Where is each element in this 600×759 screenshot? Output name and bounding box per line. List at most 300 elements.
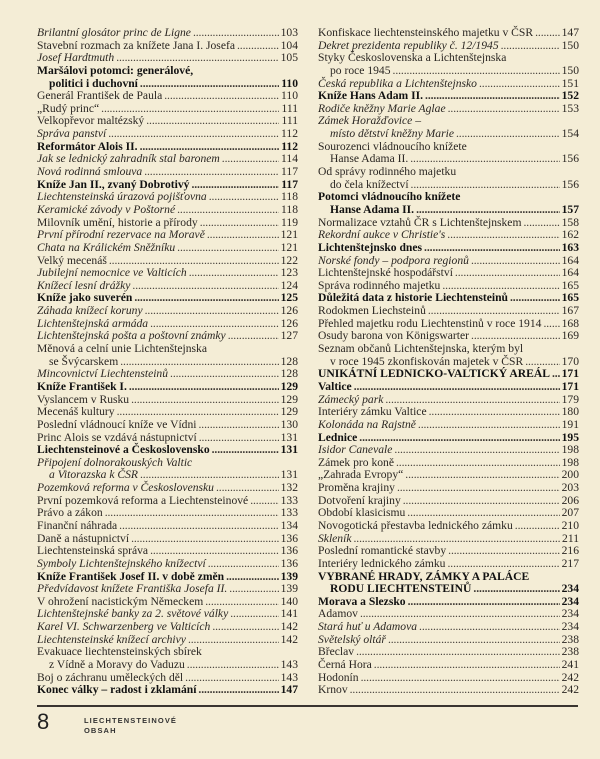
toc-entry [37, 520, 298, 533]
toc-entry [37, 204, 298, 217]
dot-leader [146, 115, 279, 128]
entry-title: Právo a zákon [37, 506, 103, 520]
entry-title: Rodiče kněžny Marie Aglae [318, 101, 446, 115]
dot-leader [479, 78, 560, 91]
entry-title: Maršálovi potomci: generálové, [37, 63, 194, 77]
toc-entry [37, 90, 298, 103]
entry-page-number: 206 [561, 493, 579, 507]
entry-title: Osudy barona von Königswarter [318, 329, 470, 343]
dot-leader [187, 659, 279, 672]
entry-title: Karel VI. Schwarzenberg ve Valticích [37, 620, 211, 634]
entry-page-number: 151 [561, 76, 579, 90]
toc-entry [37, 419, 298, 432]
entry-title-continued: se Švýcarskem [49, 354, 119, 368]
entry-page-number: 121 [280, 228, 298, 242]
toc-entry [318, 482, 579, 495]
page-number: 8 [37, 709, 50, 734]
entry-page-number: 112 [281, 127, 298, 141]
dot-leader [408, 596, 560, 609]
toc-entry [37, 545, 298, 558]
entry-title: Břeclav [318, 645, 355, 659]
dot-leader [455, 267, 560, 280]
dot-leader [177, 242, 278, 255]
entry-page-number: 165 [561, 291, 579, 305]
dot-leader [473, 583, 559, 596]
entry-page-number: 126 [280, 316, 298, 330]
entry-title-continued: Hanse Adama II. [330, 202, 415, 216]
entry-title: Symboly Lichtenštejnského knížectví [37, 556, 206, 570]
entry-page-number: 104 [280, 38, 298, 52]
entry-page-number: 165 [561, 278, 579, 292]
entry-title: Černá Hora [318, 658, 372, 672]
dot-leader [119, 520, 278, 533]
entry-page-number: 128 [280, 354, 298, 368]
entry-title-continued: politici i duchovní [49, 76, 138, 90]
dot-leader [374, 659, 560, 672]
entry-title: Lichtenštejnsko dnes [318, 240, 423, 254]
toc-entry [318, 267, 579, 280]
dot-leader [117, 406, 279, 419]
dot-leader [419, 621, 560, 634]
entry-title: Finanční náhrada [37, 518, 118, 532]
dot-leader [396, 457, 560, 470]
toc-entry [318, 305, 579, 318]
dot-leader [471, 255, 560, 268]
entry-page-number: 171 [561, 367, 579, 381]
entry-page-number: 234 [561, 607, 579, 621]
toc-entry [318, 229, 579, 242]
toc-entry [37, 242, 298, 255]
entry-page-number: 157 [561, 202, 579, 216]
entry-title: Interiéry zámku Valtice [318, 405, 427, 419]
entry-page-number: 122 [280, 253, 298, 267]
dot-leader [216, 482, 279, 495]
dot-leader [448, 103, 560, 116]
entry-page-number: 180 [561, 405, 579, 419]
entry-page-number: 140 [280, 594, 298, 608]
dot-leader [515, 520, 560, 533]
entry-title: Daně a nástupnictví [37, 531, 130, 545]
entry-title: Velkopřevor maltézský [37, 114, 145, 128]
entry-title: Lichtenštejnská pošta a poštovní známky [37, 329, 226, 343]
toc-entry [318, 444, 579, 457]
entry-page-number: 152 [561, 89, 579, 103]
toc-entry [37, 65, 298, 78]
dot-leader [170, 368, 279, 381]
entry-page-number: 126 [280, 304, 298, 318]
entry-page-number: 139 [280, 582, 298, 596]
dot-leader [237, 40, 279, 53]
entry-title: Jak se lednický zahradník stal baronem [37, 152, 220, 166]
entry-page-number: 105 [280, 51, 298, 65]
entry-title: Zámek Horažďovice – [318, 114, 422, 128]
entry-page-number: 143 [280, 670, 298, 684]
dot-leader [403, 495, 560, 508]
entry-page-number: 136 [280, 531, 298, 545]
entry-title: Josef Hardtmuth [37, 51, 115, 65]
entry-page-number: 119 [281, 215, 298, 229]
toc-entry [318, 368, 579, 381]
entry-title: Knížecí lesní drážky [37, 278, 131, 292]
toc-entry [318, 634, 579, 647]
entry-page-number: 198 [561, 455, 579, 469]
entry-title: Rodokmen Liechsteinů [318, 304, 426, 318]
entry-title: „Zahrada Evropy“ [318, 468, 404, 482]
entry-title: Seznam občanů Lichtenštejnska, kterým byl [318, 342, 524, 356]
footer-divider [37, 705, 578, 707]
dot-leader [361, 672, 560, 685]
entry-title: Od správy rodinného majetku [318, 165, 457, 179]
entry-title: Stavební rozmach za knížete Jana I. Josefa [37, 38, 235, 52]
entry-page-number: 142 [280, 632, 298, 646]
dot-leader [394, 444, 559, 457]
entry-page-number: 132 [280, 481, 298, 495]
entry-page-number: 211 [562, 531, 579, 545]
entry-page-number: 134 [280, 518, 298, 532]
entry-page-number: 147 [280, 683, 298, 697]
dot-leader [200, 217, 279, 230]
dot-leader [405, 469, 559, 482]
book-title: LIECHTENSTEINOVÉ [84, 716, 178, 725]
dot-leader [144, 166, 279, 179]
entry-page-number: 142 [280, 620, 298, 634]
dot-leader [552, 368, 560, 381]
entry-page-number: 128 [280, 367, 298, 381]
entry-page-number: 118 [281, 190, 298, 204]
entry-title: Normalizace vztahů ČR s Lichtenštejnskem [318, 215, 522, 229]
toc-entry [37, 27, 298, 40]
entry-page-number: 103 [280, 26, 298, 39]
toc-entry [318, 659, 579, 672]
toc-entry [318, 242, 579, 255]
dot-leader [198, 684, 278, 697]
entry-page-number: 131 [280, 430, 298, 444]
entry-page-number: 136 [280, 544, 298, 558]
entry-page-number: 131 [280, 468, 298, 482]
dot-leader [193, 27, 279, 40]
entry-title: Generál František de Paula [37, 89, 163, 103]
dot-leader [456, 128, 560, 141]
entry-title: Evakuace liechtensteinských sbírek [37, 645, 202, 659]
entry-page-number: 170 [561, 354, 579, 368]
entry-page-number: 129 [280, 392, 298, 406]
entry-title: Liechtensteinové a Československo [37, 443, 210, 457]
dot-leader [228, 330, 279, 343]
toc-entry [37, 621, 298, 634]
entry-title: Velký mecenáš [37, 253, 107, 267]
entry-title: Princ Alois se vzdává nástupnictví [37, 430, 197, 444]
toc-column-left [37, 27, 298, 697]
entry-title-continued: do čela knížectví [330, 177, 409, 191]
entry-page-number: 143 [280, 658, 298, 672]
entry-page-number: 234 [561, 594, 579, 608]
entry-page-number: 150 [561, 63, 579, 77]
dot-leader [209, 191, 279, 204]
entry-page-number: 238 [561, 632, 579, 646]
entry-page-number: 234 [561, 620, 579, 634]
entry-page-number: 153 [561, 101, 579, 115]
dot-leader [222, 153, 279, 166]
dot-leader [397, 482, 560, 495]
dot-leader [131, 394, 279, 407]
entry-title: Konec války – radost i zklamání [37, 683, 197, 697]
entry-title: Lichtenštejnské banky za 2. světové války [37, 607, 229, 621]
toc-entry [37, 229, 298, 242]
entry-title: Správa panství [37, 127, 107, 141]
entry-page-number: 195 [561, 430, 579, 444]
toc-entry [37, 166, 298, 179]
entry-title: Isidor Canevale [318, 443, 393, 457]
running-footer [84, 716, 177, 736]
toc-entry-continuation [318, 128, 579, 141]
entry-title: Kníže František Josef II. v době změn [37, 569, 225, 583]
dot-leader [447, 558, 559, 571]
toc-entry [37, 406, 298, 419]
toc-entry-continuation [37, 659, 298, 672]
entry-page-number: 242 [561, 683, 579, 697]
entry-page-number: 217 [561, 556, 579, 570]
dot-leader [250, 495, 278, 508]
entry-page-number: 234 [561, 582, 579, 596]
toc-entry-continuation [318, 583, 579, 596]
entry-page-number: 207 [561, 506, 579, 520]
entry-title: Správa rodinného majetku [318, 278, 441, 292]
dot-leader [523, 217, 559, 230]
dot-leader [388, 634, 560, 647]
entry-title: Adamov [318, 607, 358, 621]
entry-title-continued: z Vídně a Moravy do Vaduzu [49, 658, 185, 672]
entry-title: Dekret prezidenta republiky č. 12/1945 [318, 38, 499, 52]
entry-page-number: 139 [280, 569, 298, 583]
entry-page-number: 127 [280, 329, 298, 343]
entry-title: Lichtenštejnská armáda [37, 316, 149, 330]
entry-title: Mincovnictví Liechtensteinů [37, 367, 169, 381]
dot-leader [543, 318, 559, 331]
dot-leader [447, 229, 559, 242]
entry-title: V ohrožení nacistickým Německem [37, 594, 204, 608]
dot-leader [208, 558, 279, 571]
dot-leader [212, 444, 279, 457]
toc-column-right [318, 27, 579, 697]
entry-title: Milovník umění, historie a přírody [37, 215, 198, 229]
entry-title: Krnov [318, 683, 348, 697]
entry-title: Česká republika a Lichtenštejnsko [318, 76, 477, 90]
dot-leader [229, 583, 278, 596]
entry-title: Proměna krajiny [318, 481, 395, 495]
entry-title: Přehled majetku rodu Liechtenstinů v roce 1914 [318, 316, 542, 330]
entry-title: Boj o záchranu uměleckých děl [37, 670, 184, 684]
dot-leader [350, 684, 560, 697]
entry-title-continued: a Vitorazska k ČSR [49, 468, 138, 482]
toc-entry [37, 381, 298, 394]
dot-leader [418, 419, 560, 432]
entry-page-number: 164 [561, 266, 579, 280]
entry-title: Připojení dolnorakouských Valtic [37, 455, 193, 469]
entry-page-number: 200 [561, 468, 579, 482]
dot-leader [354, 381, 560, 394]
toc-entry [318, 166, 579, 179]
entry-title: Skleník [318, 531, 352, 545]
entry-title: Nová rodinná smlouva [37, 165, 143, 179]
entry-title: Liechtensteinská úrazová pojišťovna [37, 190, 207, 204]
dot-leader [164, 90, 279, 103]
toc-entry [318, 621, 579, 634]
dot-leader [416, 204, 560, 217]
toc-entry [37, 684, 298, 697]
toc-entry [37, 128, 298, 141]
entry-title-continued: po roce 1945 [330, 63, 391, 77]
entry-page-number: 121 [280, 240, 298, 254]
entry-page-number: 130 [280, 417, 298, 431]
entry-title-continued: Hanse Adama II. [330, 152, 409, 166]
entry-title: Mecenáš kultury [37, 405, 115, 419]
entry-title: VYBRANÉ HRADY, ZÁMKY A PALÁCE [318, 569, 530, 583]
dot-leader [393, 65, 560, 78]
dot-leader [212, 621, 278, 634]
entry-page-number: 111 [281, 114, 298, 128]
toc-entry [37, 444, 298, 457]
entry-page-number: 164 [561, 253, 579, 267]
entry-title: Rekordní aukce v Christie's [318, 228, 446, 242]
toc-entry [318, 343, 579, 356]
entry-page-number: 110 [281, 76, 298, 90]
entry-title: Chata na Králickém Sněžníku [37, 240, 176, 254]
entry-title: Konfiskace liechtensteinského majetku v ČSR [318, 26, 534, 39]
entry-title: Zámecký park [318, 392, 384, 406]
entry-title: UNIKÁTNÍ LEDNICKO-VALTICKÝ AREÁL [318, 367, 550, 381]
entry-page-number: 242 [561, 670, 579, 684]
dot-leader [428, 305, 560, 318]
entry-title: Světelský oltář [318, 632, 386, 646]
entry-title: „Rudý princ“ [37, 101, 100, 115]
entry-title: Sourozenci vládnoucího knížete [318, 139, 467, 153]
entry-title: Norské fondy – podpora regionů [318, 253, 469, 267]
entry-title: Důležitá data z historie Liechtensteinů [318, 291, 508, 305]
entry-title: Morava a Slezsko [318, 594, 406, 608]
dot-leader [132, 280, 278, 293]
entry-page-number: 171 [561, 379, 579, 393]
entry-page-number: 168 [561, 316, 579, 330]
entry-title: Liechtensteinská správa [37, 544, 149, 558]
entry-title-continued: RODU LIECHTENSTEINŮ [330, 582, 472, 596]
entry-title: Vyslancem v Rusku [37, 392, 130, 406]
dot-leader [129, 381, 279, 394]
entry-page-number: 150 [561, 38, 579, 52]
toc-entry [318, 672, 579, 685]
entry-title: Dotvoření krajiny [318, 493, 401, 507]
dot-leader [105, 507, 279, 520]
entry-page-number: 112 [281, 139, 298, 153]
entry-page-number: 203 [561, 481, 579, 495]
toc-entry [318, 684, 579, 697]
toc-entry-continuation [318, 204, 579, 217]
toc-entry [37, 267, 298, 280]
entry-title: Jubilejní nemocnice ve Valticích [37, 266, 187, 280]
entry-page-number: 216 [561, 544, 579, 558]
dot-leader [535, 27, 560, 40]
dot-leader [448, 545, 559, 558]
entry-page-number: 129 [280, 379, 298, 393]
entry-page-number: 141 [280, 607, 298, 621]
toc-entry [37, 482, 298, 495]
entry-page-number: 129 [280, 405, 298, 419]
dot-leader [356, 646, 560, 659]
entry-page-number: 169 [561, 329, 579, 343]
entry-page-number: 167 [561, 304, 579, 318]
entry-page-number: 147 [561, 26, 579, 39]
entry-page-number: 124 [280, 278, 298, 292]
dot-leader [189, 267, 279, 280]
toc-entry [318, 419, 579, 432]
dot-leader [145, 305, 279, 318]
entry-title: Kníže František I. [37, 379, 127, 393]
dot-leader [134, 292, 278, 305]
dot-leader [108, 128, 279, 141]
entry-title: První pozemková reforma a Liechtensteinové [37, 493, 249, 507]
entry-title-continued: místo dětství kněžny Marie [330, 127, 454, 141]
entry-page-number: 162 [561, 228, 579, 242]
toc-entry [318, 27, 579, 40]
dot-leader [425, 90, 560, 103]
toc-entry [318, 545, 579, 558]
entry-title: Brilantní glosátor princ de Ligne [37, 26, 191, 39]
toc-entry [318, 381, 579, 394]
toc-entry [37, 305, 298, 318]
dot-leader [424, 242, 560, 255]
entry-title: Kníže Hans Adam II. [318, 89, 424, 103]
entry-title: Reformátor Alois II. [37, 139, 138, 153]
entry-title: Novogotická přestavba lednického zámku [318, 518, 513, 532]
entry-page-number: 117 [281, 165, 298, 179]
entry-title: Liechtensteinské knížecí archivy [37, 632, 186, 646]
entry-page-number: 118 [281, 202, 298, 216]
toc-entry [318, 520, 579, 533]
section-title: OBSAH [84, 726, 117, 735]
entry-title: Období klasicismu [318, 506, 406, 520]
entry-title: Valtice [318, 379, 352, 393]
entry-page-number: 210 [561, 518, 579, 532]
dot-leader [230, 608, 278, 621]
entry-title: Kníže Jan II., zvaný Dobrotivý [37, 177, 190, 191]
entry-page-number: 111 [281, 101, 298, 115]
dot-leader [207, 229, 279, 242]
dot-leader [501, 40, 560, 53]
dot-leader [185, 672, 278, 685]
dot-leader [510, 292, 560, 305]
entry-title: Lednice [318, 430, 358, 444]
dot-leader [199, 432, 279, 445]
dot-leader [131, 533, 279, 546]
entry-title: Keramické závody v Poštorné [37, 202, 176, 216]
toc-entry [37, 583, 298, 596]
toc-entry [37, 343, 298, 356]
entry-page-number: 238 [561, 645, 579, 659]
entry-title: Poslední romantické stavby [318, 544, 447, 558]
entry-title: Hodonín [318, 670, 359, 684]
entry-page-number: 241 [561, 658, 579, 672]
toc-entry [318, 406, 579, 419]
entry-title: Zámek pro koně [318, 455, 394, 469]
entry-page-number: 179 [561, 392, 579, 406]
entry-title: Měnová a celní unie Lichtenštejnska [37, 342, 207, 356]
entry-page-number: 123 [280, 266, 298, 280]
entry-title: Pozemková reforma v Československu [37, 481, 214, 495]
entry-title: Poslední vládnoucí kníže ve Vídni [37, 417, 197, 431]
entry-page-number: 198 [561, 443, 579, 457]
dot-leader [429, 406, 560, 419]
toc-entry-continuation [318, 65, 579, 78]
entry-page-number: 191 [561, 417, 579, 431]
